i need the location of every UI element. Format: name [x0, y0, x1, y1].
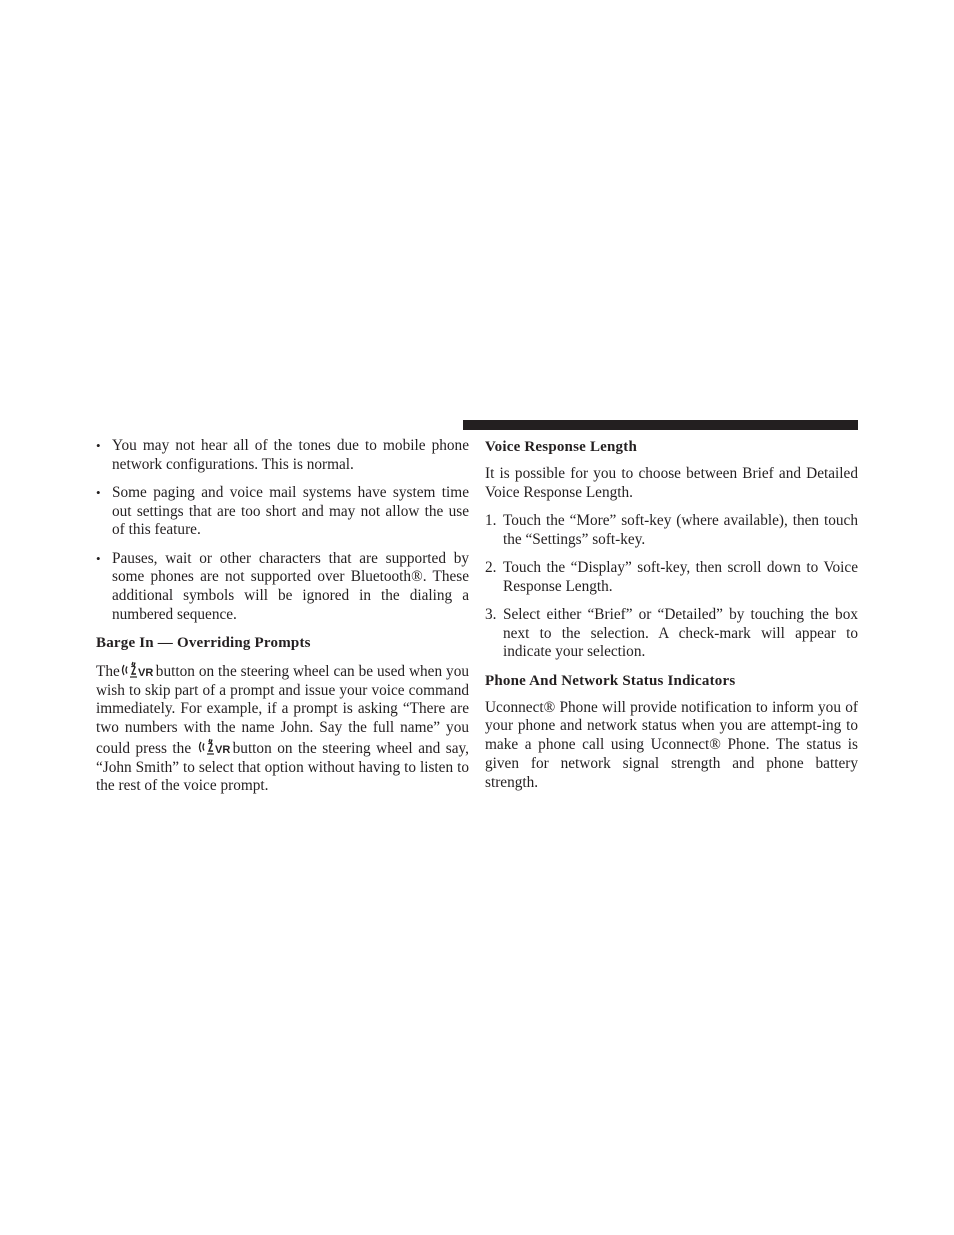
barge-text-part-2: button on the steering wheel can be used when you wish to skip part of a prompt and issue your voice command immediately. For example, if a prompt is asking “There are two numbers with the name John. Say the full name” you could press the: [96, 663, 469, 757]
barge-in-paragraph: [96, 661, 469, 796]
step-number: 1.: [485, 512, 497, 530]
step-number: 3.: [485, 605, 497, 623]
bullet-text: Some paging and voice mail systems have system time out settings that are too short and may not allow the use of this feature.: [112, 483, 469, 539]
barge-text-part-3: button on the steering wheel and say, “John Smith” to select that option without having to listen to the rest of the voice prompt.: [96, 739, 470, 795]
bullet-item: [96, 484, 469, 540]
right-column: [485, 437, 858, 802]
svg-text:VR: VR: [214, 743, 230, 756]
barge-text-part-1: The: [96, 663, 120, 681]
svg-text:VR: VR: [137, 667, 154, 680]
bullet-item: [96, 550, 469, 625]
numbered-step: [485, 512, 858, 549]
numbered-step: [485, 606, 858, 662]
bullet-glyph: •: [96, 484, 101, 500]
voice-response-intro: It is possible for you to choose between Brief and Detailed Voice Response Length.: [485, 465, 858, 501]
left-column: [96, 437, 469, 805]
status-indicators-heading: Phone And Network Status Indicators: [485, 672, 736, 689]
step-text: Select either “Brief” or “Detailed” by touching the box next to the selection. A check-mark will appear to indicate your selection.: [503, 605, 858, 661]
step-text: Touch the “More” soft-key (where available), then touch the “Settings” soft-key.: [503, 512, 858, 548]
voice-recognition-button-icon: [197, 738, 233, 756]
step-number: 2.: [485, 559, 497, 577]
numbered-step: [485, 559, 858, 596]
status-indicators-paragraph: Uconnect® Phone will provide notification to inform you of your phone and network status when you are attempt-ing to make a phone call using Uconnect® Phone. The status is given for network signal strength and phone battery strength.: [485, 698, 858, 791]
bullet-text: Pauses, wait or other characters that are supported by some phones are not supported over Bluetooth®. These additional symbols will be ignored in the dialing a numbered sequence.: [112, 549, 469, 623]
bullet-glyph: •: [96, 550, 101, 566]
step-text: Touch the “Display” soft-key, then scroll down to Voice Response Length.: [503, 559, 858, 595]
bullet-item: [96, 437, 469, 474]
voice-recognition-button-icon: [120, 661, 156, 679]
section-header-bar: [463, 420, 858, 430]
barge-in-heading: Barge In — Overriding Prompts: [96, 634, 311, 651]
bullet-text: You may not hear all of the tones due to mobile phone network configurations. This is normal.: [112, 437, 469, 473]
voice-response-heading: Voice Response Length: [485, 439, 637, 455]
bullet-glyph: •: [96, 438, 101, 453]
